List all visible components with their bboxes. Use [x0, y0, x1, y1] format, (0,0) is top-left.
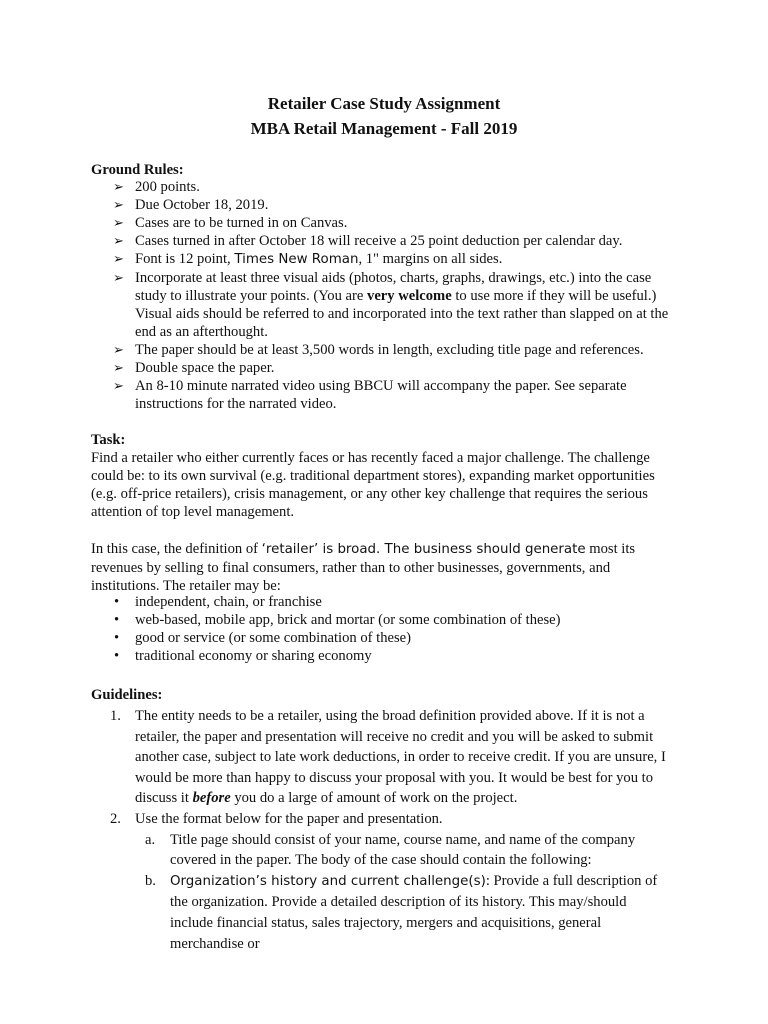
arrow-bullet-icon: ➢ — [113, 360, 124, 375]
ground-rules-heading: Ground Rules: — [91, 162, 184, 178]
list-item: 1. The entity needs to be a retailer, using the broad definition provided above. If it is not a retailer, the paper and presentation will receive no credit and you will be asked to submit another case, subject to late work deductions, in order to receive credit. If you are unsure, I would be more than happy to discuss your proposal with you. It would be best for you to discuss it before you do a large of amount of work on the project. — [110, 708, 666, 807]
list-item: ➢ Font is 12 point, Times New Roman, 1" margins on all sides. — [113, 251, 503, 267]
list-item: ➢ Due October 18, 2019. — [113, 197, 269, 213]
list-item: • web-based, mobile app, brick and mortar (or some combination of these) — [114, 612, 561, 628]
document-subtitle: MBA Retail Management - Fall 2019 — [250, 119, 518, 138]
list-item: • traditional economy or sharing economy — [114, 648, 372, 664]
list-item: • good or service (or some combination of these) — [114, 630, 411, 646]
list-item: ➢ Incorporate at least three visual aids (photos, charts, graphs, drawings, etc.) into the case study to illustrate your points. (You are very welcome to use more if they will be useful.) Visual aids should be referred to and incorporated into the text rather than slapped on at the end as an afterthought. — [113, 270, 669, 340]
list-item: a. Title page should consist of your name, course name, and name of the company covered in the paper. The body of the case should contain the following: — [145, 831, 636, 869]
arrow-bullet-icon: ➢ — [113, 251, 124, 266]
list-item: b. Organization’s history and current challenge(s): Provide a full description of the organization. Provide a detailed description of its history. This may/should include financial status, sales trajectory, mergers and acquisitions, general merchandise or — [145, 872, 658, 952]
list-item: • independent, chain, or franchise — [114, 594, 322, 610]
list-item: ➢ The paper should be at least 3,500 words in length, excluding title page and references. — [113, 342, 644, 358]
ground-rules-list — [113, 178, 673, 413]
bullet-icon: • — [114, 630, 120, 646]
bullet-icon: • — [114, 594, 120, 610]
format-sublist — [145, 830, 670, 955]
bullet-icon: • — [114, 648, 120, 664]
guidelines-heading: Guidelines: — [91, 687, 163, 703]
arrow-bullet-icon: ➢ — [113, 215, 124, 230]
list-item: ➢ 200 points. — [113, 179, 200, 195]
task-paragraph: Find a retailer who either currently faces or has recently faced a major challenge. The challenge could be: to its own survival (e.g. traditional department stores), expanding market opportunities (e.g. off-price retailers), crisis management, or any other key challenge that requires the serious attention of top level management. — [91, 450, 655, 520]
arrow-bullet-icon: ➢ — [113, 179, 124, 194]
arrow-bullet-icon: ➢ — [113, 197, 124, 212]
retailer-definition-paragraph: In this case, the definition of ‘retailer’ is broad. The business should generate most its revenues by selling to final consumers, rather than to other businesses, governments, and institutions. The retailer may be: — [91, 541, 636, 594]
arrow-bullet-icon: ➢ — [113, 270, 124, 285]
list-item: 2. Use the format below for the paper and presentation. a. Title page should consist of your name, course name, and name of the company covered in the paper. The body of the case should contain the following: b. Organization’s history and current challenge(s): Provide a full description of the organization. Provide a detailed description of its history. This may/should include financial status, sales trajectory, mergers and acquisitions, general merchandise or — [110, 809, 670, 954]
list-item: ➢ Cases turned in after October 18 will receive a 25 point deduction per calendar day. — [113, 233, 623, 249]
arrow-bullet-icon: ➢ — [113, 342, 124, 357]
retailer-types-list — [114, 593, 674, 665]
list-item: ➢ Double space the paper. — [113, 360, 275, 376]
document-title: Retailer Case Study Assignment — [267, 94, 501, 113]
list-item: ➢ Cases are to be turned in on Canvas. — [113, 215, 348, 231]
guidelines-list — [110, 706, 670, 954]
list-item: ➢ An 8-10 minute narrated video using BBCU will accompany the paper. See separate instructions for the narrated video. — [113, 378, 627, 412]
bullet-icon: • — [114, 612, 120, 628]
task-heading: Task: — [91, 432, 126, 448]
arrow-bullet-icon: ➢ — [113, 378, 124, 393]
arrow-bullet-icon: ➢ — [113, 233, 124, 248]
